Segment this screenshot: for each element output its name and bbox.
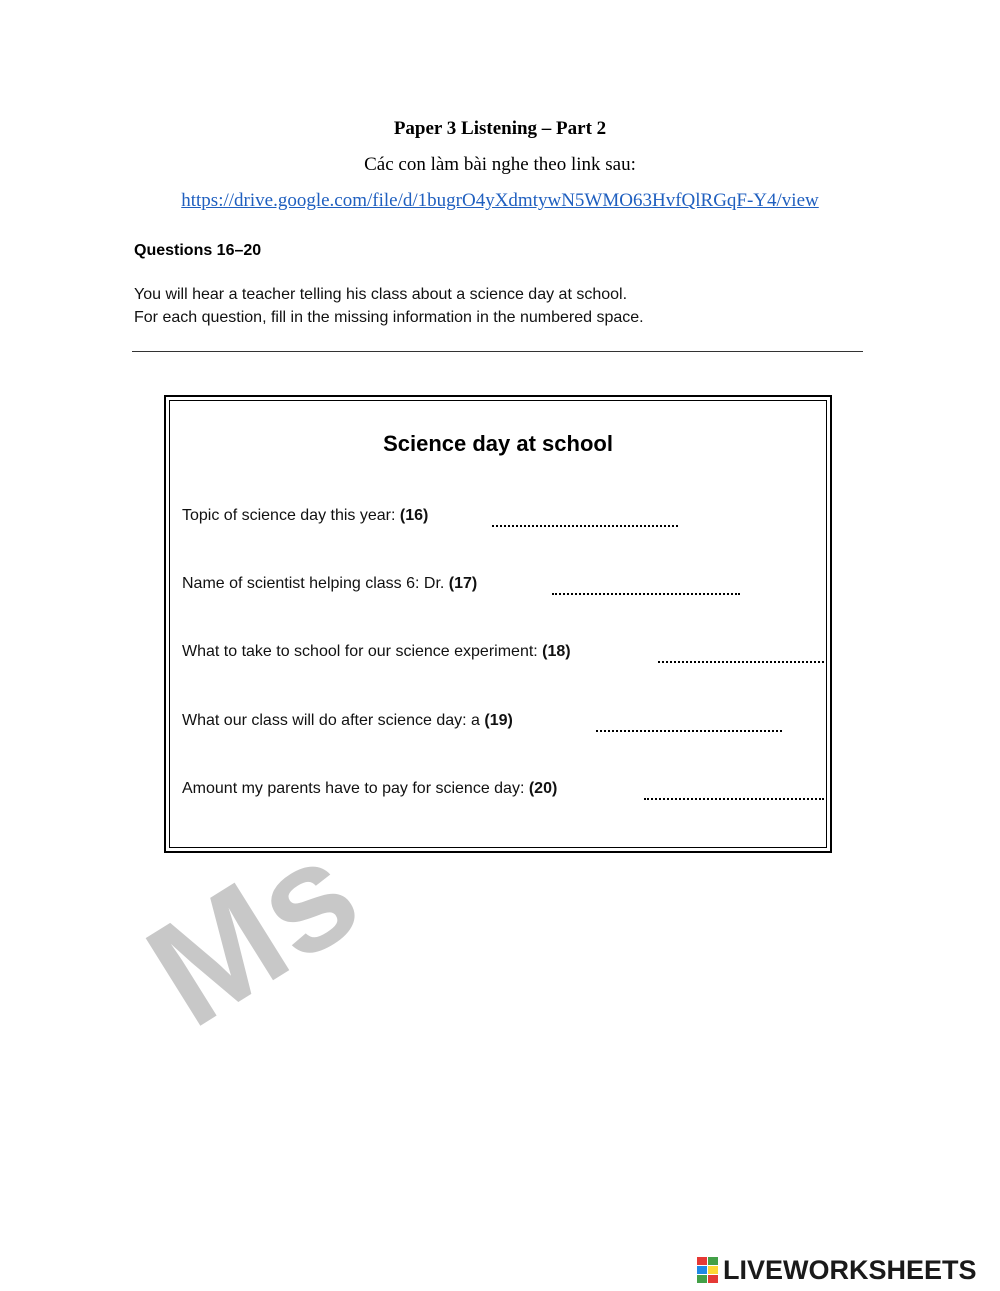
question-17-text: Name of scientist helping class 6: Dr. [182,575,449,592]
question-17 [182,575,477,593]
question-20 [182,780,557,798]
question-17-number: (17) [448,575,478,592]
divider [132,351,863,352]
answer-17-blank[interactable] [552,593,740,595]
question-18-number: (18) [542,643,571,660]
question-20-number: (20) [528,780,558,797]
answer-18-blank[interactable] [658,661,824,663]
question-19 [182,712,513,730]
instruction-line-1: You will hear a teacher telling his class about a science day at school. [134,286,628,303]
paper-title: Paper 3 Listening – Part 2 [393,118,607,139]
brand-logo-icon [697,1257,719,1283]
question-16 [182,507,428,525]
answer-16-blank[interactable] [492,525,678,527]
question-16-number: (16) [399,507,429,524]
liveworksheets-brand [697,1255,977,1285]
audio-link[interactable]: https://drive.google.com/file/d/1bugrO4yXdmtywN5WMO63HvfQlRGqF-Y4/view [181,190,819,211]
instruction-line-2: For each question, fill in the missing information in the numbered space. [134,309,644,326]
watermark-logo [119,805,386,1059]
question-19-text: What our class will do after science day: a [182,712,485,729]
questions-heading: Questions 16–20 [134,242,262,259]
box-title: Science day at school [383,431,613,456]
question-16-text: Topic of science day this year: [182,507,400,524]
question-18-text: What to take to school for our science experiment: [182,643,543,660]
answer-20-blank[interactable] [644,798,824,800]
brand-name: LIVEWORKSHEETS [723,1254,977,1285]
answer-19-blank[interactable] [596,730,782,732]
science-day-box [164,395,832,853]
question-19-number: (19) [484,712,513,729]
science-day-box-inner [169,400,827,848]
question-18 [182,643,571,661]
instruction-subtitle: Các con làm bài nghe theo link sau: [364,154,636,175]
audio-link-line [0,190,1000,212]
watermark-text: Ms [119,805,386,1059]
question-20-text: Amount my parents have to pay for science day: [182,780,529,797]
